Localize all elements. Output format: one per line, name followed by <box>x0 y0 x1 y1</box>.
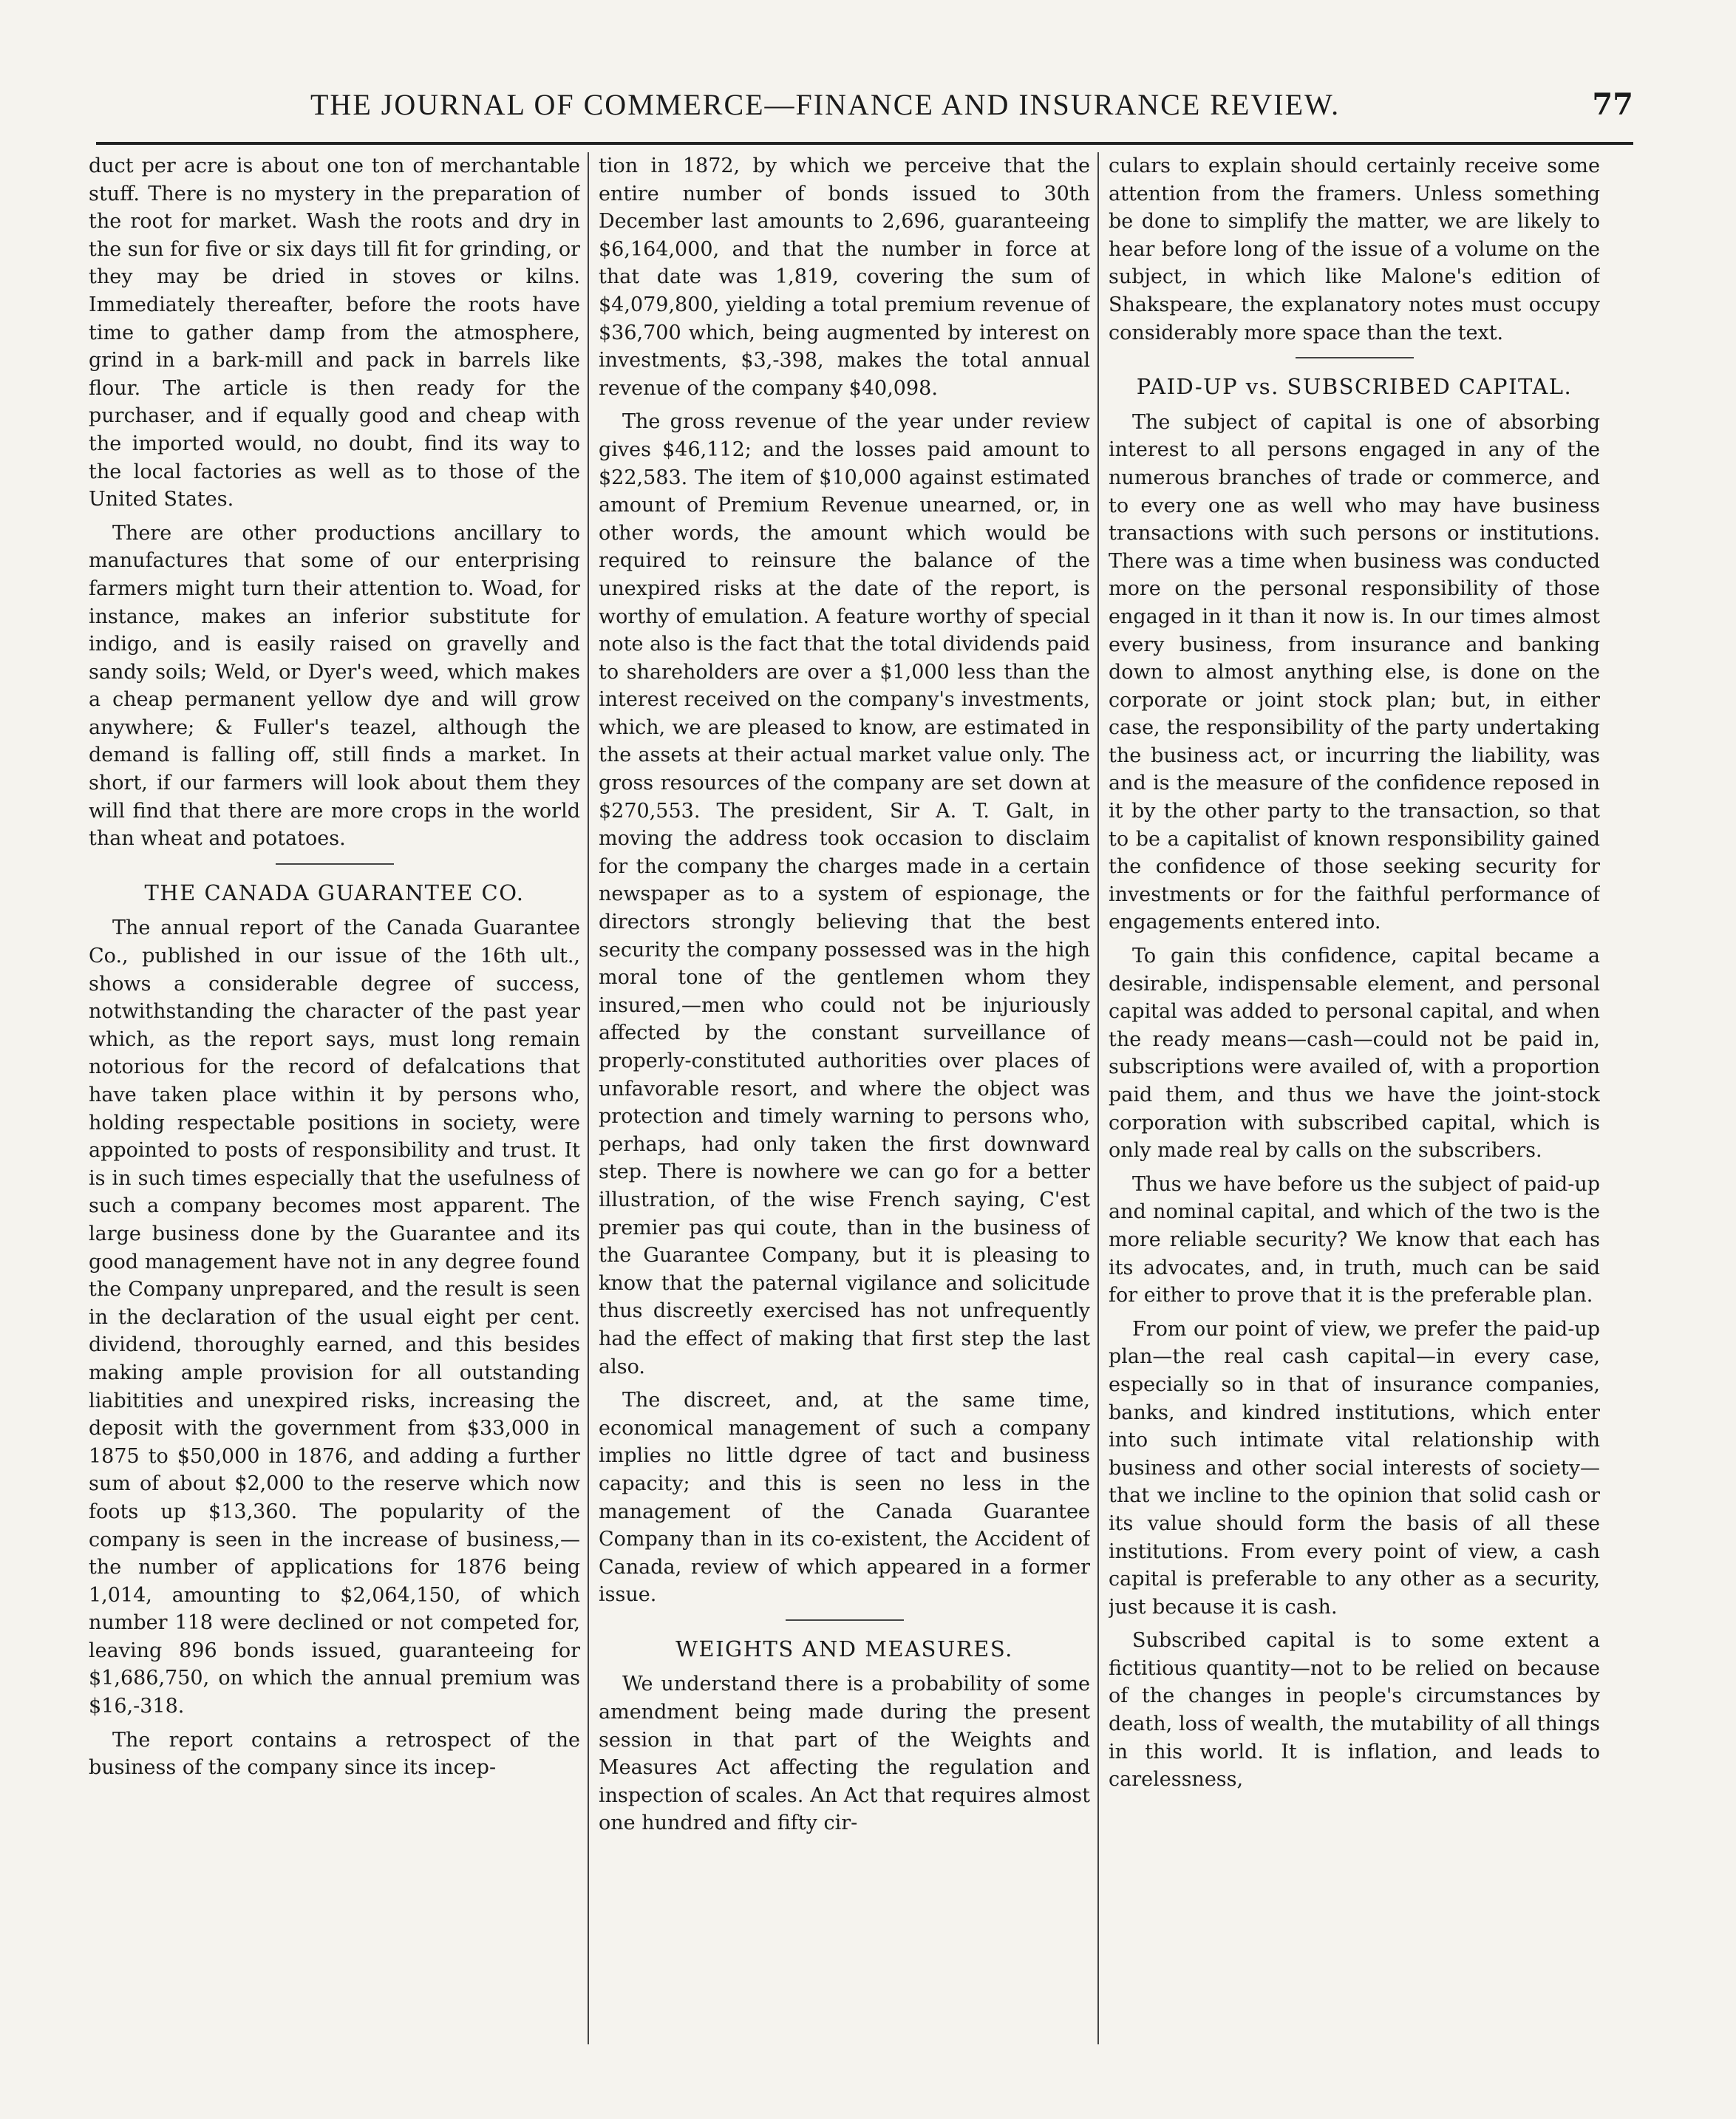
column-rule <box>1097 152 1099 2044</box>
paragraph: duct per acre is about one ton of merchantable stuff. There is no mystery in the preparation of the root for market. Wash the roots and dry in the sun for five or six days till fit for grinding, or they may be dried in stoves or kilns. Immediately thereafter, before the roots have time to gather damp from the atmosphere, grind in a bark-mill and pack in barrels like flour. The article is then ready for the purchaser, and if equally good and cheap with the imported would, no doubt, find its way to the local factories as well as to those of the United States. <box>89 154 580 511</box>
paragraph: The subject of capital is one of absorbing interest to all persons engaged in any of the numerous branches of trade or commerce, and to every one as well who may have business transactions with such persons or institutions. There was a time when business was conducted more on the personal responsibility of those engaged in it than it now is. In our times almost every business, from insurance and banking down to almost anything else, is done on the corporate or joint stock plan; but, in either case, the responsibility of the party undertaking the business act, or incurring the liability, was and is the measure of the confidence reposed in it by the other party to the transaction, so that to be a capitalist of known responsibility gained the confidence of those seeking security for investments or for the faithful performance of engagements entered into. <box>1109 410 1600 934</box>
paragraph: tion in 1872, by which we perceive that the entire number of bonds issued to 30th December last amounts to 2,696, guaranteeing $6,164,000, and that the number in force at that date was 1,819, covering the sum of $4,079,800, yielding a total premium revenue of $36,700 which, being augmented by interest on investments, $3,-398, makes the total annual revenue of the company $40,098. <box>599 154 1090 400</box>
column-rule <box>588 152 589 2044</box>
column-2 <box>599 152 1090 2044</box>
paragraph: The report contains a retrospect of the business of the company since its incep- <box>89 1728 580 1780</box>
article-columns <box>89 152 1648 2044</box>
paragraph: The discreet, and, at the same time, economical management of such a company implies no little dgree of tact and business capacity; and this is seen no less in the management of the Canada Guarantee Company than in its co-existent, the Accident of Canada, review of which appeared in a former issue. <box>599 1389 1090 1607</box>
section-divider <box>276 863 394 865</box>
section-heading-paid-up-capital: PAID-UP vs. SUBSCRIBED CAPITAL. <box>1136 374 1573 400</box>
section-divider <box>1296 357 1414 358</box>
section-heading-weights-measures: WEIGHTS AND MEASURES. <box>675 1636 1013 1661</box>
column-1 <box>89 152 580 2044</box>
column-3 <box>1109 152 1600 2044</box>
section-heading-canada-guarantee: THE CANADA GUARANTEE CO. <box>144 880 525 905</box>
running-head <box>96 87 1633 135</box>
header-rule <box>96 142 1633 145</box>
paragraph: There are other productions ancillary to manufactures that some of our enterprising farmers might turn their attention to. Woad, for instance, makes an inferior substitute for indigo, and is easily raised on gravelly and sandy soils; Weld, or Dyer's weed, which makes a cheap permanent yellow dye and will grow anywhere; & Fuller's teazel, although the demand is falling off, still finds a market. In short, if our farmers will look about them they will find that there are more crops in the world than wheat and potatoes. <box>89 521 580 851</box>
paragraph: To gain this confidence, capital became a desirable, indispensable element, and personal capital was added to personal capital, and when the ready means—cash—could not be paid in, subscriptions were availed of, with a proportion paid them, and thus we have the joint-stock corporation with subscribed capital, which is only made real by calls on the subscribers. <box>1109 945 1600 1163</box>
section-divider <box>786 1619 904 1621</box>
page-number: 77 <box>1592 87 1633 122</box>
journal-title: THE JOURNAL OF COMMERCE—FINANCE AND INSURANCE REVIEW. <box>310 88 1341 121</box>
paragraph: We understand there is a probability of some amendment being made during the present session in that part of the Weights and Measures Act affecting the regulation and inspection of scales. An Act that requires almost one hundred and fifty cir- <box>599 1673 1090 1835</box>
paragraph: The annual report of the Canada Guarantee Co., published in our issue of the 16th ult., shows a considerable degree of success, notwithstanding the character of the past year which, as the report says, must long remain notorious for the record of defalcations that have taken place within it by persons who, holding respectable positions in society, were appointed to posts of responsibility and trust. It is in such times especially that the usefulness of such a company becomes most apparent. The large business done by the Guarantee and its good management have not in any degree found the Company unprepared, and the result is seen in the declaration of the usual eight per cent. dividend, thoroughly earned, and this besides making ample provision for all outstanding liabitities and unexpired risks, increasing the deposit with the government from $33,000 in 1875 to $50,000 in 1876, and adding a further sum of about $2,000 to the reserve which now foots up $13,360. The popularity of the company is seen in the increase of business,—the number of applications for 1876 being 1,014, amounting to $2,064,150, of which number 118 were declined or not competed for, leaving 896 bonds issued, guaranteeing for $1,686,750, on which the annual premium was $16,-318. <box>89 916 580 1718</box>
paragraph: Thus we have before us the subject of paid-up and nominal capital, and which of the two is the more reliable security? We know that each has its advocates, and, in truth, much can be said for either to prove that it is the preferable plan. <box>1109 1172 1600 1307</box>
paragraph: From our point of view, we prefer the paid-up plan—the real cash capital—in every case, especially so in that of insurance companies, banks, and kindred institutions, which enter into such intimate vital relationship with business and other social interests of society—that we incline to the opinion that solid cash or its value should form the basis of all these institutions. From every point of view, a cash capital is preferable to any other as a security, just because it is cash. <box>1109 1317 1600 1619</box>
paragraph: Subscribed capital is to some extent a fictitious quantity—not to be relied on because of the changes in people's circumstances by death, loss of wealth, the mutability of all things in this world. It is inflation, and leads to carelessness, <box>1109 1629 1600 1792</box>
paragraph: culars to explain should certainly receive some attention from the framers. Unless something be done to simplify the matter, we are likely to hear before long of the issue of a volume on the subject, in which like Malone's edition of Shakspeare, the explanatory notes must occupy considerably more space than the text. <box>1109 154 1600 344</box>
paragraph: The gross revenue of the year under review gives $46,112; and the losses paid amount to $22,583. The item of $10,000 against estimated amount of Premium Revenue unearned, or, in other words, the amount which would be required to reinsure the balance of the unexpired risks at the date of the report, is worthy of emulation. A feature worthy of special note also is the fact that the total dividends paid to shareholders are over a $1,000 less than the interest received on the company's investments, which, we are pleased to know, are estimated in the assets at their actual market value only. The gross resources of the company are set down at $270,553. The president, Sir A. T. Galt, in moving the address took occasion to disclaim for the company the charges made in a certain newspaper as to a system of espionage, the directors strongly believing that the best security the company possessed was in the high moral tone of the gentlemen whom they insured,—men who could not be injuriously affected by the constant surveillance of properly-constituted authorities over places of unfavorable resort, and where the object was protection and timely warning to persons who, perhaps, had only taken the first downward step. There is nowhere we can go for a better illustration, of the wise French saying, C'est premier pas qui coute, than in the business of the Guarantee Company, but it is pleasing to know that the paternal vigilance and solicitude thus discreetly exercised has not unfrequently had the effect of making that first step the last also. <box>599 410 1090 1378</box>
